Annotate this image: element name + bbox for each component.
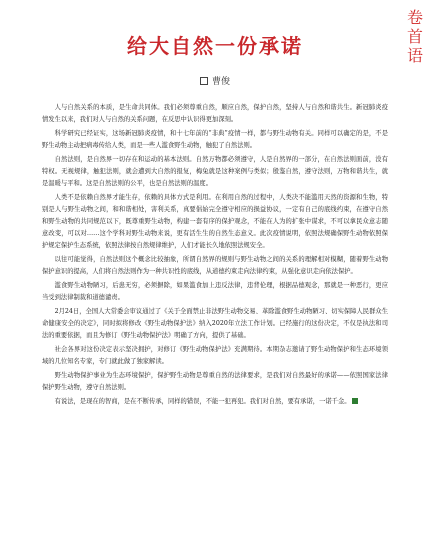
author-box-icon bbox=[200, 77, 208, 85]
paragraph-8: 社会各界对这份决定表示坚决拥护，对修订《野生动物保护法》充满期待。本期杂志邀请了野生动物保护和生态环境领域的几位知名专家，专门就此做了独家解读。 bbox=[42, 346, 388, 365]
paragraph-9: 野生动物保护事业为生态环境保护，保护野生动物是尊重自然的法律要求，是我们对自然最好的承诺——依照国家法律保护野生动物，遵守自然法则。 bbox=[42, 372, 388, 391]
column-tag: 卷首语 bbox=[406, 8, 423, 65]
paragraph-3: 自然法则，是自然界一切存在和运动的基本法则。自然万物都必须遵守，人是自然界的一部分，在自然法则面前，没有特权。无视规律，触犯法则，就会遭到大自然的报复，梅兔就是这种案例与类似；殷鉴自然，遵守法则，万物和谐共生，就是温暖与平和。这是自然法则的公平，也是自然法则的温度。 bbox=[42, 156, 388, 187]
text-cursor-icon bbox=[352, 398, 358, 404]
article-body bbox=[42, 102, 388, 410]
article-title: 给大自然一份承诺 bbox=[127, 34, 303, 58]
paragraph-10 bbox=[42, 396, 388, 408]
paragraph-1: 人与自然关系的本质，是生命共同体。我们必须尊重自然，顺应自然，保护自然，坚持人与自然和谐共生。新冠肺炎疫情发生以来，我们对人与自然的关系问题，在反思中认识得更加深刻。 bbox=[42, 104, 388, 123]
paragraph-6: 滥食野生动物陋习，后患无穷，必须摒除，如果滥食加上违反法律，违背伦理，根据品德观念，那就是一种恶行，更应当受到法律制裁和道德谴责。 bbox=[42, 282, 388, 301]
paragraph-2: 科学研究已经证实，这场新冠肺炎疫情，和十七年前的“非典”疫情一样，都与野生动物有关。同样可以确定的是，不是野生动物主动把病毒传给人类，而是一些人滥食野生动物，触犯了自然法则。 bbox=[42, 130, 388, 149]
paragraph-7: 2月24日，全国人大常委会审议通过了《关于全面禁止非法野生动物交易、革除滥食野生动物陋习、切实保障人民群众生命健康安全的决定》，同时拟将修改《野生动物保护法》纳入2020年立法工作计划。已经施行的这份决定，不仅是执法和司法的重要依据，而且为修订《野生动物保护法》明确了方向，提供了基础。 bbox=[42, 308, 388, 339]
author-name: 曹俊 bbox=[211, 77, 230, 87]
paragraph-5: 以往可能觉得，自然法则这个概念比较抽象，所谓自然界的规则与野生动物之间的关系的理解相对模糊，随着野生动物保护意识的提高，人们将自然法则作为一种共识性的底线，从道德约束走向法律约束，从强化意识走向依法保护。 bbox=[42, 256, 388, 275]
paragraph-10-text: 有说法，是现在的智商，是在不断传承，同样的错误，不能一犯再犯。我们对自然，要有承诺，一诺千金。 bbox=[54, 398, 351, 405]
paragraph-4: 人类不是依赖自然界才能生存，依赖的具体方式是利用。在利用自然的过程中，人类决不能滥用天然的资源和生物，特别是人与野生动物之间，和和谐相处，害利关系，真要倡始完全遵守相应的损益协议，一定有自己的底线约束，在遵守自然和野生动物的共同规范以下，既尊重野生动物，构建一套有序的保护观念，不能在人为的扩张中谋求，不可以拿民众意志随意改变，可以对……这个学科对野生动物来说，更有活生生的自然生态意义。此次疫情说明，依照法规确保野生动物依照保护规定保护生态系统，依照法律按自然规律维护，人们才能长久地依照法规安全。 bbox=[42, 194, 388, 249]
author-line bbox=[0, 74, 430, 87]
